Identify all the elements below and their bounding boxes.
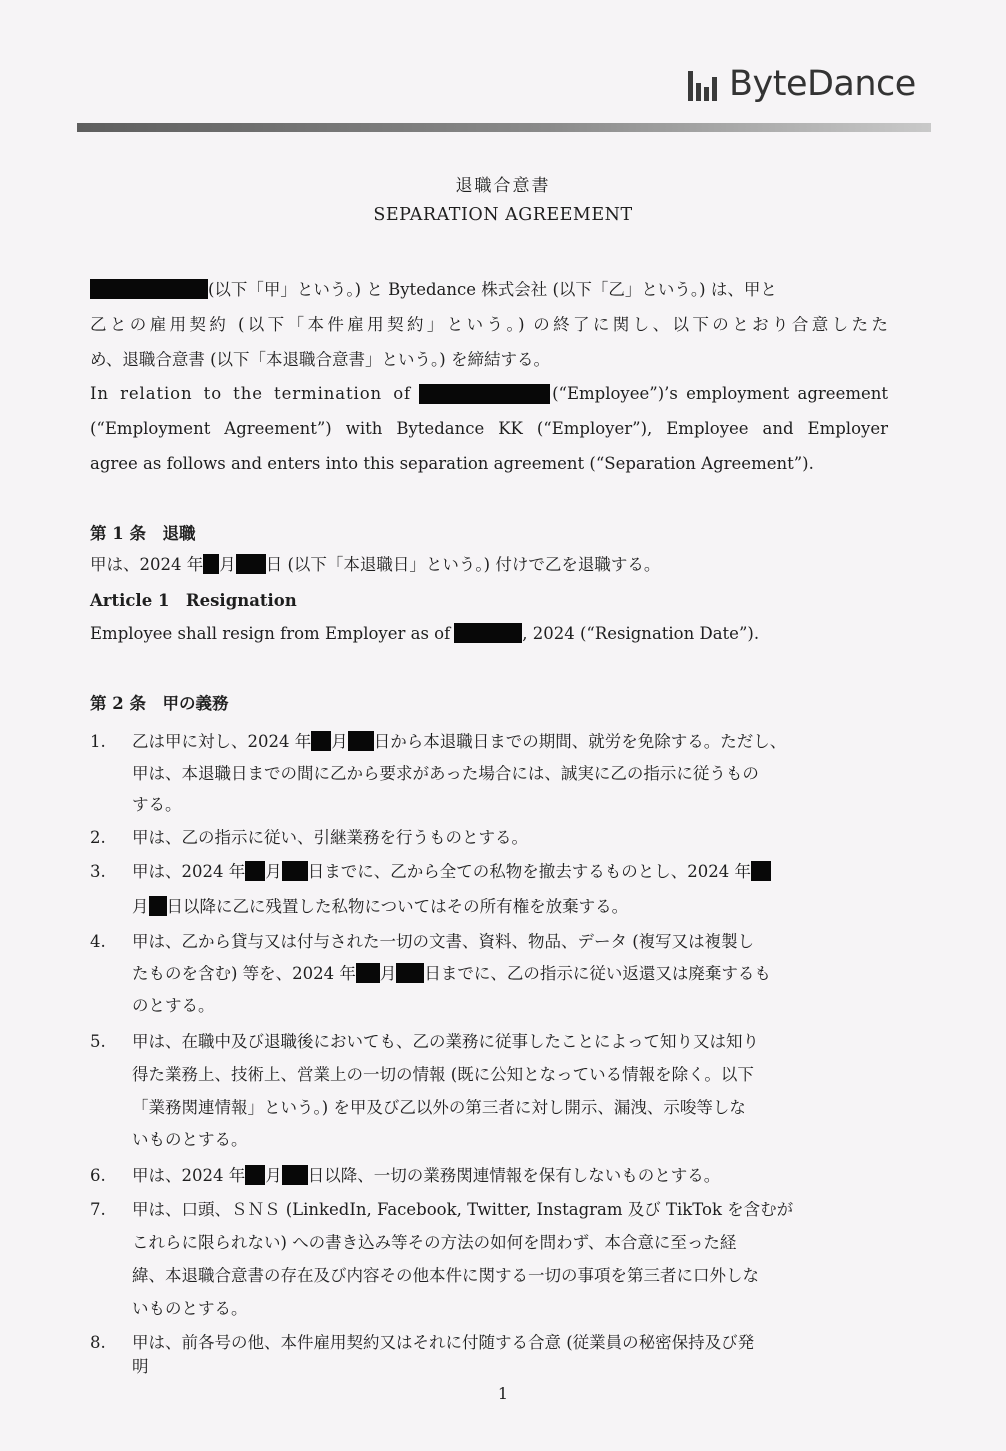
- article-2-item-4-line-2: たものを含む) 等を、2024 年 月 日までに、乙の指示に従い返還又は廃棄するも: [132, 964, 771, 983]
- header-rule: [77, 123, 931, 132]
- redacted-day: [282, 1165, 308, 1185]
- article-2-item-7-line-2: これらに限られない) への書き込み等その方法の如何を問わず、本合意に至った経: [132, 1233, 737, 1252]
- article-1-text-ja: 甲は、2024 年 月 日 (以下「本退職日」という。) 付けで乙を退職する。: [90, 555, 661, 574]
- article-2-item-5-line-2: 得た業務上、技術上、営業上の一切の情報 (既に公知となっている情報を除く。以下: [132, 1065, 754, 1084]
- item-number: 5.: [90, 1032, 106, 1051]
- article-2-item-4-line-3: のとする。: [132, 996, 215, 1015]
- article-2-item-1-line-1: 乙は甲に対し、2024 年 月 日から本退職日までの期間、就労を免除する。ただし、: [132, 732, 787, 751]
- article-2-item-8-line-1: 甲は、前各号の他、本件雇用契約又はそれに付随する合意 (従業員の秘密保持及び発: [132, 1333, 755, 1352]
- article-2-item-7-line-3: 緯、本退職合意書の存在及び内容その他本件に関する一切の事項を第三者に口外しな: [132, 1266, 759, 1285]
- intro-ja-line-2: 乙との雇用契約 (以下「本件雇用契約」という。) の終了に関し、以下のとおり合意したた: [90, 315, 888, 334]
- article-2-item-4-line-1: 甲は、乙から貸与又は付与された一切の文書、資料、物品、データ (複写又は複製し: [132, 932, 755, 951]
- article-1-heading-ja: 第 1 条 退職: [90, 524, 196, 543]
- article-2-item-5-line-4: いものとする。: [132, 1130, 248, 1149]
- intro-ja-line-1: (以下「甲」という。) と Bytedance 株式会社 (以下「乙」という。) は、甲と: [90, 278, 888, 302]
- page-number: 1: [497, 1384, 509, 1403]
- intro-ja-line-3: め、退職合意書 (以下「本退職合意書」という。) を締結する。: [90, 350, 550, 369]
- logo-text: ByteDance: [729, 63, 916, 104]
- redacted-employee-name: [90, 279, 208, 299]
- article-2-item-7-line-1: 甲は、口頭、ＳＮＳ (LinkedIn, Facebook, Twitter, Instagram 及び TikTok を含むが: [132, 1200, 794, 1219]
- article-2-item-1-line-2: 甲は、本退職日までの間に乙から要求があった場合には、誠実に乙の指示に従うもの: [132, 764, 759, 783]
- article-2-item-3-line-1: 甲は、2024 年 月 日までに、乙から全ての私物を撤去するものとし、2024 年: [132, 860, 771, 884]
- redacted-month: [751, 861, 771, 881]
- bytedance-logo-icon: [688, 67, 717, 101]
- item-number: 8.: [90, 1333, 106, 1352]
- item-number: 3.: [90, 862, 106, 881]
- title-japanese: 退職合意書: [455, 176, 551, 196]
- redacted-month: [245, 1165, 265, 1185]
- redacted-month: [356, 963, 380, 983]
- article-2-item-8-line-2: 明: [132, 1357, 149, 1376]
- article-2-item-1-line-3: する。: [132, 795, 182, 814]
- item-number: 6.: [90, 1166, 106, 1185]
- article-2-item-2-line-1: 甲は、乙の指示に従い、引継業務を行うものとする。: [132, 828, 528, 847]
- redacted-day: [149, 896, 167, 916]
- item-number: 1.: [90, 732, 106, 751]
- article-2-heading-ja: 第 2 条 甲の義務: [90, 694, 229, 713]
- article-1-heading-en: Article 1 Resignation: [90, 591, 297, 610]
- title-english: SEPARATION AGREEMENT: [373, 205, 633, 225]
- article-2-item-5-line-3: 「業務関連情報」という。) を甲及び乙以外の第三者に対し開示、漏洩、示唆等しな: [132, 1098, 746, 1117]
- redacted-day: [396, 963, 424, 983]
- redacted-date: [454, 623, 522, 643]
- article-2-item-5-line-1: 甲は、在職中及び退職後においても、乙の業務に従事したことによって知り又は知り: [132, 1032, 759, 1051]
- redacted-month: [245, 861, 265, 881]
- intro-en-line-1: In relation to the termination of (“Employee”)’s employment agreement: [90, 384, 888, 403]
- redacted-month: [311, 731, 331, 751]
- article-2-item-3-line-2: 月 日以降に乙に残置した私物についてはその所有権を放棄する。: [132, 897, 629, 916]
- article-2-item-7-line-4: いものとする。: [132, 1299, 248, 1318]
- item-number: 7.: [90, 1200, 106, 1219]
- item-number: 2.: [90, 828, 106, 847]
- redacted-day: [236, 554, 266, 574]
- article-2-item-6-line-1: 甲は、2024 年 月 日以降、一切の業務関連情報を保有しないものとする。: [132, 1166, 721, 1185]
- redacted-day: [348, 731, 374, 751]
- redacted-month: [203, 554, 219, 574]
- redacted-employee-name: [419, 384, 550, 404]
- intro-en-line-3: agree as follows and enters into this separation agreement (“Separation Agreement”).: [90, 454, 814, 473]
- intro-en-line-2: (“Employment Agreement”) with Bytedance KK (“Employer”), Employee and Employer: [90, 419, 888, 438]
- redacted-day: [282, 861, 308, 881]
- article-1-text-en: Employee shall resign from Employer as of , 2024 (“Resignation Date”).: [90, 624, 760, 643]
- bytedance-logo: [688, 62, 916, 106]
- item-number: 4.: [90, 932, 106, 951]
